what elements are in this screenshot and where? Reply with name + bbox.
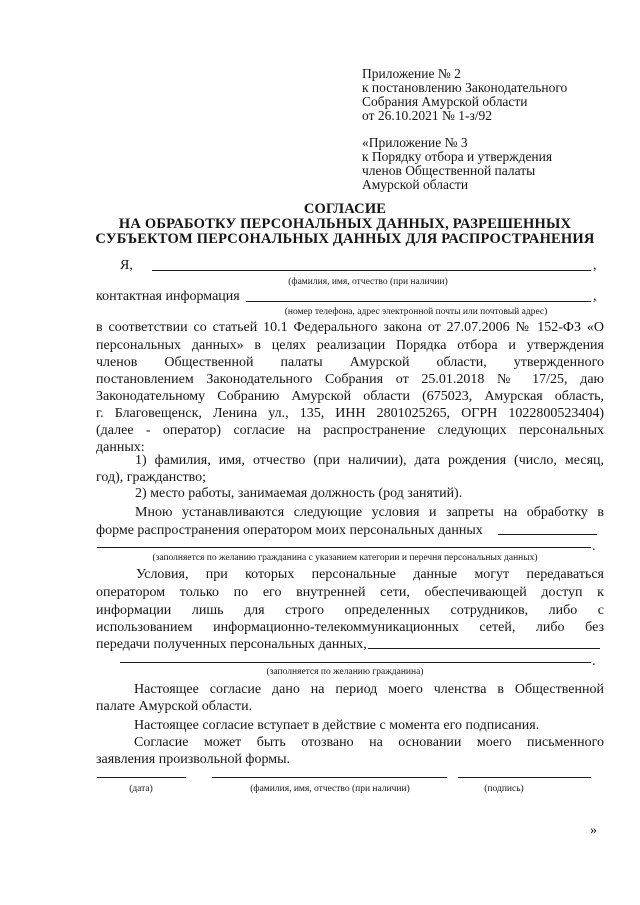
appendix-2-title: Приложение № 2 (362, 66, 461, 81)
paragraph-line: Условия, при которых персональные данные могут передаваться (136, 567, 604, 582)
transfer-caption: (заполняется по желанию гражданина) (266, 667, 424, 677)
paragraph-line: Законодательному Собранию Амурской области (675023, Амурская область, (96, 389, 604, 404)
paragraph-line: форме распространения оператором моих персональных данных (96, 523, 483, 538)
i-label: Я, (120, 258, 133, 273)
paragraph-line: г. Благовещенск, Ленина ул., 135, ИНН 2801025265, ОГРН 1022800523404) (96, 406, 604, 421)
appendix-3-line: к Порядку отбора и утверждения (362, 149, 553, 164)
paragraph-line: Настоящее согласие дано на период моего членства в Общественной (134, 682, 604, 697)
paragraph-line: постановлением Законодательного Собрания от 25.01.2018 № 17/25, даю (96, 372, 604, 387)
transfer-fill-line (368, 648, 600, 649)
contact-fill-line (246, 301, 591, 302)
paragraph-line: заявления произвольной формы. (96, 752, 291, 767)
list-item-line: 1) фамилия, имя, отчество (при наличии), дата рождения (число, месяц, (135, 453, 604, 468)
effect-paragraph: Настоящее согласие вступает в действие с момента его подписания. (134, 718, 540, 733)
appendix-2-date: от 26.10.2021 № 1-з/92 (362, 108, 493, 123)
appendix-3-title: «Приложение № 3 (362, 135, 468, 150)
title-line: СУБЪЕКТОМ ПЕРСОНАЛЬНЫХ ДАННЫХ ДЛЯ РАСПРОСТРАНЕНИЯ (95, 231, 595, 247)
contact-label: контактная информация (96, 289, 240, 304)
title-line: СОГЛАСИЕ (303, 201, 387, 217)
signer-name-caption: (фамилия, имя, отчество (при наличии) (250, 784, 410, 794)
signature-caption: (подпись) (484, 784, 524, 794)
name-caption: (фамилия, имя, отчество (при наличии) (288, 277, 448, 287)
transfer-fill-line-2 (120, 662, 591, 663)
appendix-3-line: Амурской области (362, 177, 469, 192)
paragraph-line: (далее - оператор) согласие на распространение следующих персональных (96, 423, 604, 438)
signature-fill-line (458, 777, 591, 778)
conditions-fill-line-2 (97, 547, 591, 548)
paragraph-line: оператором только по его внутренней сети, обеспечивающей доступ к (96, 585, 604, 600)
paragraph-line: использованием информационно-телекоммуникационных сетей, либо без (96, 620, 604, 635)
paragraph-line: Мною устанавливаются следующие условия и запреты на обработку в (135, 505, 604, 520)
paragraph-line: членов Общественной палаты Амурской области, утвержденного (96, 355, 604, 370)
closing-quote-mark: » (590, 823, 597, 838)
paragraph-line: в соответствии со статьей 10.1 Федерального закона от 27.07.2006 № 152-ФЗ «О (96, 320, 604, 335)
list-item: 2) место работы, занимаемая должность (род занятий). (135, 486, 463, 501)
title-line: НА ОБРАБОТКУ ПЕРСОНАЛЬНЫХ ДАННЫХ, РАЗРЕШЕННЫХ (118, 216, 572, 232)
paragraph-line: передачи полученных персональных данных, (96, 637, 367, 652)
appendix-2-line: к постановлению Законодательного (362, 80, 568, 95)
name-fill-end: , (593, 258, 597, 273)
appendix-3-line: членов Общественной палаты (362, 163, 536, 178)
contact-caption: (номер телефона, адрес электронной почты или почтовый адрес) (284, 307, 548, 317)
contact-fill-end: , (593, 289, 597, 304)
appendix-2-line: Собрания Амурской области (362, 94, 528, 109)
conditions-caption: (заполняется по желанию гражданина с указанием категории и перечня персональных данных) (152, 553, 538, 563)
conditions-fill-end: . (592, 539, 596, 554)
paragraph-line: палате Амурской области. (96, 699, 253, 714)
list-item-line: год), гражданство; (96, 470, 206, 485)
name-fill-line (152, 270, 591, 271)
paragraph-line: Согласие может быть отозвано на основании моего письменного (134, 735, 604, 750)
signer-name-fill-line (212, 777, 447, 778)
paragraph-line: данных: (96, 440, 145, 455)
date-fill-line (97, 777, 186, 778)
paragraph-line: персональных данных» в целях реализации Порядка отбора и утверждения (96, 338, 604, 353)
date-caption: (дата) (129, 784, 153, 794)
conditions-fill-line (498, 534, 597, 535)
transfer-fill-end: . (592, 654, 596, 669)
paragraph-line: информации лишь для строго определенных сотрудников, либо с (96, 603, 604, 618)
